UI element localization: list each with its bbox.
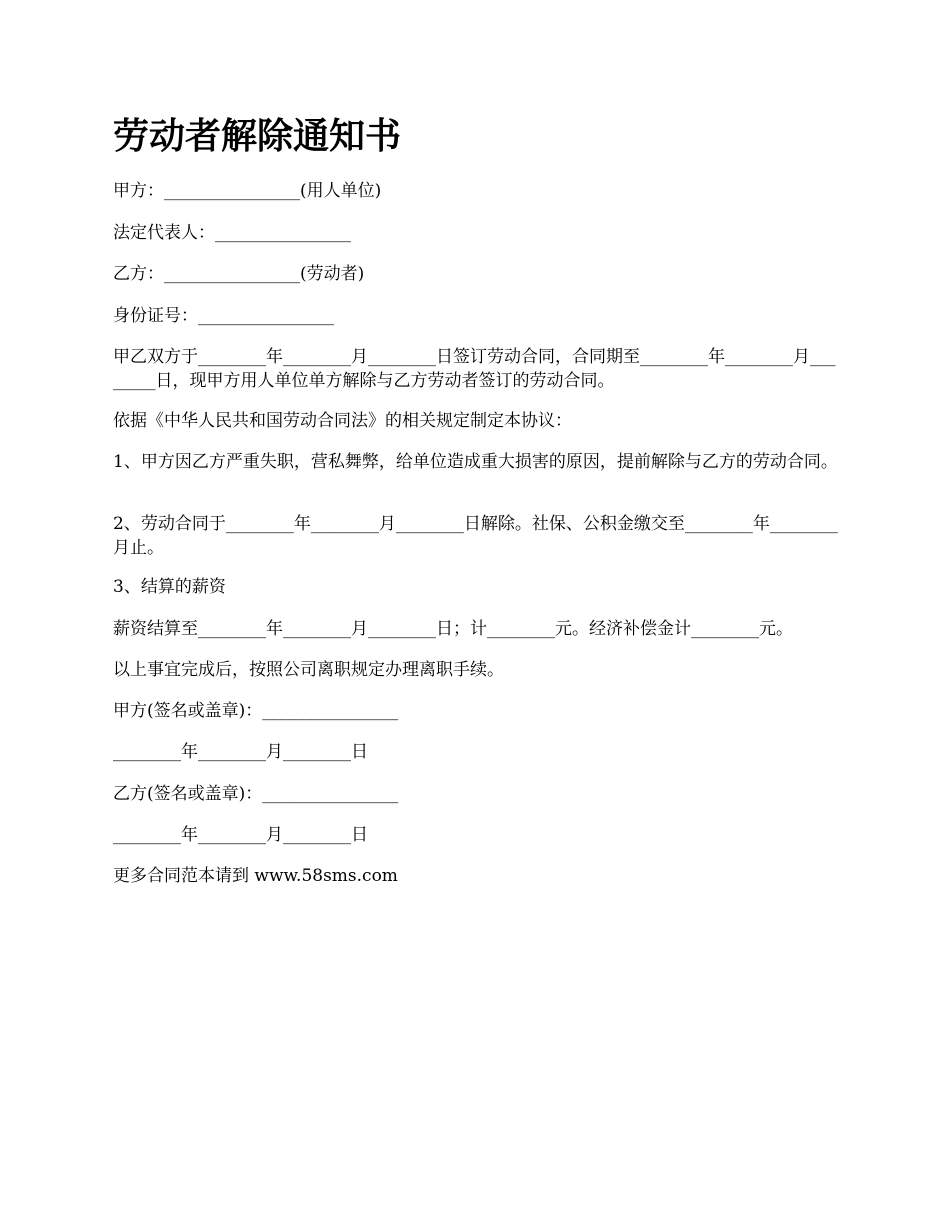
contract-intro-paragraph: 甲乙双方于________年________月________日签订劳动合同，合同期至________年________月________日，现甲方用人单位单方解除与乙方劳动者签订的劳动合同。 xyxy=(113,347,836,391)
footer-link-text: 更多合同范本请到 www.58sms.com xyxy=(113,866,398,886)
party-b-signature-line: 乙方(签名或盖章)：________________ xyxy=(113,784,399,804)
party-a-line: 甲方：________________(用人单位) xyxy=(113,181,382,201)
clause-1-paragraph: 1、甲方因乙方严重失职，营私舞弊，给单位造成重大损害的原因，提前解除与乙方的劳动合同。 xyxy=(113,452,838,472)
party-b-date-line: ________年________月________日 xyxy=(113,825,368,845)
party-a-signature-line: 甲方(签名或盖章)：________________ xyxy=(113,701,399,721)
clause-2-paragraph: 2、劳动合同于________年________月________日解除。社保、公积金缴交至________年________月止。 xyxy=(113,514,838,558)
party-a-date-line: ________年________月________日 xyxy=(113,742,368,762)
procedure-line: 以上事宜完成后，按照公司离职规定办理离职手续。 xyxy=(113,660,504,680)
legal-basis-line: 依据《中华人民共和国劳动合同法》的相关规定制定本协议： xyxy=(113,411,572,431)
id-number-line: 身份证号：________________ xyxy=(113,306,334,326)
legal-representative-line: 法定代表人：________________ xyxy=(113,223,351,243)
party-b-line: 乙方：________________(劳动者) xyxy=(113,264,365,284)
document-title: 劳动者解除通知书 xyxy=(113,115,402,157)
clause-3-heading: 3、结算的薪资 xyxy=(113,577,226,597)
salary-settlement-line: 薪资结算至________年________月________日；计________元。经济补偿金计________元。 xyxy=(113,619,793,639)
